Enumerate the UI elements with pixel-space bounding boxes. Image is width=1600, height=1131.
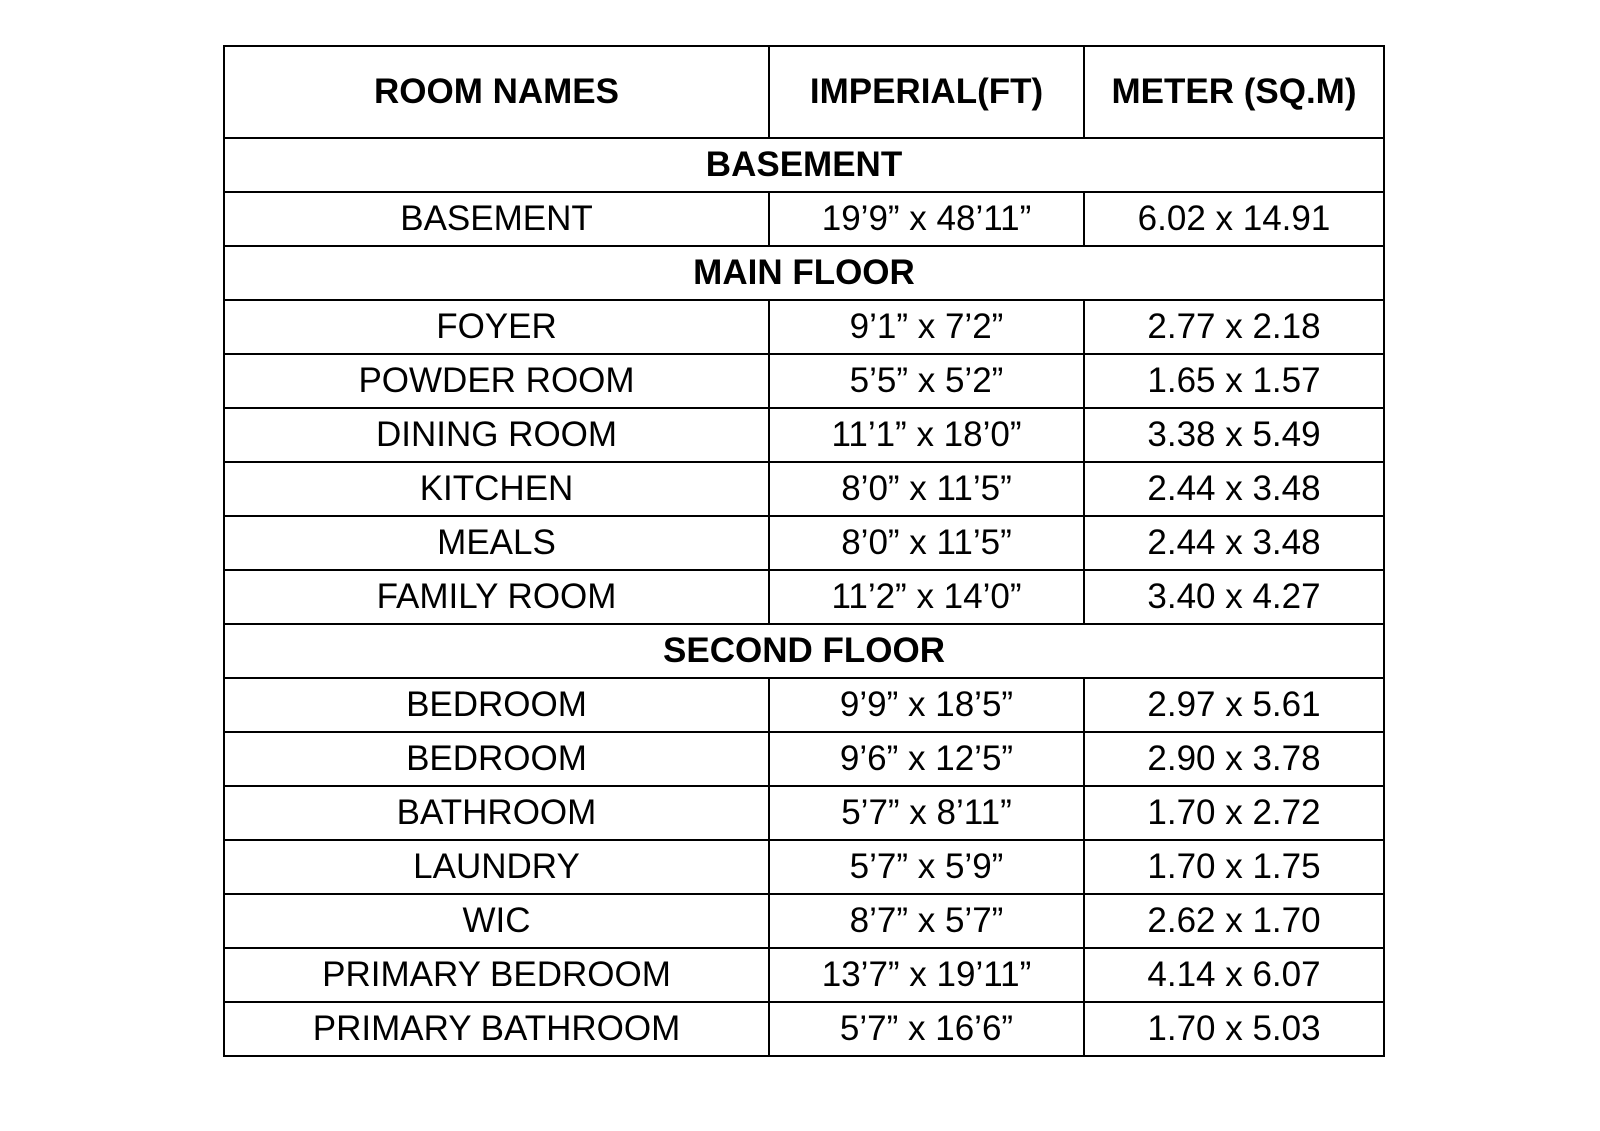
section-title: SECOND FLOOR (224, 624, 1384, 678)
table-row (224, 354, 1384, 408)
room-name: WIC (224, 894, 769, 948)
table-row (224, 786, 1384, 840)
section-row-basement (224, 138, 1384, 192)
room-name: KITCHEN (224, 462, 769, 516)
room-meter: 2.97 x 5.61 (1084, 678, 1384, 732)
room-meter: 1.65 x 1.57 (1084, 354, 1384, 408)
table-row (224, 840, 1384, 894)
room-imperial: 5’7” x 5’9” (769, 840, 1084, 894)
room-meter: 1.70 x 2.72 (1084, 786, 1384, 840)
room-imperial: 11’1” x 18’0” (769, 408, 1084, 462)
table-row (224, 408, 1384, 462)
room-imperial: 11’2” x 14’0” (769, 570, 1084, 624)
header-room-names: ROOM NAMES (224, 46, 769, 138)
header-imperial: IMPERIAL(FT) (769, 46, 1084, 138)
table-row (224, 732, 1384, 786)
room-name: BEDROOM (224, 732, 769, 786)
room-meter: 3.38 x 5.49 (1084, 408, 1384, 462)
room-imperial: 9’1” x 7’2” (769, 300, 1084, 354)
room-imperial: 5’5” x 5’2” (769, 354, 1084, 408)
room-imperial: 19’9” x 48’11” (769, 192, 1084, 246)
table-row (224, 894, 1384, 948)
room-meter: 4.14 x 6.07 (1084, 948, 1384, 1002)
room-meter: 1.70 x 1.75 (1084, 840, 1384, 894)
table-row (224, 462, 1384, 516)
section-row-second-floor (224, 624, 1384, 678)
table-row (224, 192, 1384, 246)
room-meter: 6.02 x 14.91 (1084, 192, 1384, 246)
room-name: MEALS (224, 516, 769, 570)
table-row (224, 570, 1384, 624)
room-meter: 2.44 x 3.48 (1084, 462, 1384, 516)
room-name: PRIMARY BATHROOM (224, 1002, 769, 1056)
section-title: MAIN FLOOR (224, 246, 1384, 300)
room-meter: 2.62 x 1.70 (1084, 894, 1384, 948)
table-row (224, 948, 1384, 1002)
room-imperial: 5’7” x 8’11” (769, 786, 1084, 840)
room-dimensions-table (223, 45, 1385, 1057)
room-meter: 2.77 x 2.18 (1084, 300, 1384, 354)
table-row (224, 678, 1384, 732)
table-row (224, 300, 1384, 354)
room-meter: 3.40 x 4.27 (1084, 570, 1384, 624)
room-imperial: 8’0” x 11’5” (769, 462, 1084, 516)
room-imperial: 9’6” x 12’5” (769, 732, 1084, 786)
room-meter: 1.70 x 5.03 (1084, 1002, 1384, 1056)
header-meter: METER (SQ.M) (1084, 46, 1384, 138)
room-name: POWDER ROOM (224, 354, 769, 408)
room-imperial: 8’0” x 11’5” (769, 516, 1084, 570)
section-row-main-floor (224, 246, 1384, 300)
table-row (224, 1002, 1384, 1056)
room-dimensions-sheet (223, 45, 1385, 1057)
room-imperial: 8’7” x 5’7” (769, 894, 1084, 948)
room-imperial: 13’7” x 19’11” (769, 948, 1084, 1002)
table-row (224, 516, 1384, 570)
room-meter: 2.90 x 3.78 (1084, 732, 1384, 786)
room-name: BASEMENT (224, 192, 769, 246)
room-name: FOYER (224, 300, 769, 354)
header-row (224, 46, 1384, 138)
room-name: PRIMARY BEDROOM (224, 948, 769, 1002)
room-name: BEDROOM (224, 678, 769, 732)
room-meter: 2.44 x 3.48 (1084, 516, 1384, 570)
room-name: LAUNDRY (224, 840, 769, 894)
room-imperial: 9’9” x 18’5” (769, 678, 1084, 732)
section-title: BASEMENT (224, 138, 1384, 192)
room-name: FAMILY ROOM (224, 570, 769, 624)
room-name: BATHROOM (224, 786, 769, 840)
room-name: DINING ROOM (224, 408, 769, 462)
room-imperial: 5’7” x 16’6” (769, 1002, 1084, 1056)
